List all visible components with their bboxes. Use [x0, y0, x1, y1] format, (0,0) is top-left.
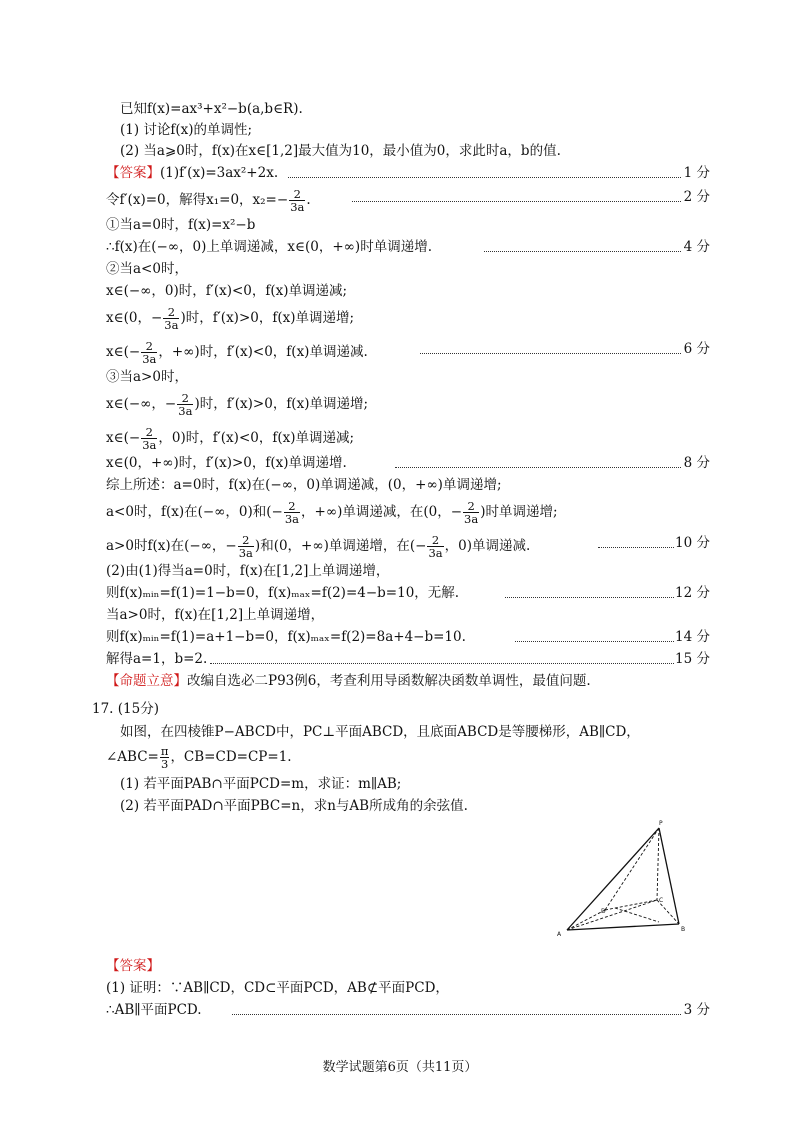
edge-PD — [605, 828, 659, 910]
score-14: 14 分 — [675, 629, 710, 645]
q17-stem-2: ∠ABC= $\frac{\pi}{3}$ ，CB=CD=CP=1. — [106, 744, 292, 771]
answer-line-10: x∈(−∞，− $\frac{2}{3a}$ )时，f′(x)>0，f(x)单调递增; — [106, 391, 369, 418]
label-D: D — [601, 908, 606, 915]
score-3: 3 分 — [683, 1002, 710, 1018]
label-C: C — [659, 897, 664, 904]
dot-leader — [420, 353, 681, 354]
q17-part1: (1) 若平面PAB∩平面PCD=m，求证：m∥AB; — [120, 776, 402, 792]
score-15: 15 分 — [675, 651, 710, 667]
dot-leader — [484, 251, 681, 252]
dot-leader — [352, 201, 681, 202]
score-6: 6 分 — [683, 341, 710, 357]
fraction: $\frac{2}{3a}$ — [142, 425, 157, 452]
dot-leader — [288, 177, 681, 178]
q17-answer-2: ∴AB∥平面PCD. — [106, 1002, 202, 1018]
score-8: 8 分 — [683, 455, 710, 471]
q17-header: 17. (15分) — [92, 701, 159, 717]
page-footer: 数学试题第6页（共11页） — [322, 1060, 478, 1075]
score-1: 1 分 — [683, 165, 710, 181]
answer-tag: 【答案】 — [106, 165, 160, 181]
answer-line-3: ①当a=0时，f(x)=x²−b — [106, 217, 256, 233]
q16-part1: (1) 讨论f(x)的单调性; — [120, 122, 253, 138]
fraction: $\frac{\pi}{3}$ — [160, 744, 169, 771]
answer-line-1 — [106, 164, 278, 182]
intent-text: 改编自选必二P93例6，考查利用导函数解决函数单调性，最值问题. — [187, 673, 591, 689]
answer-line-13: 综上所述：a=0时，f(x)在(−∞，0)单调递减，(0，+∞)单调递增; — [106, 477, 502, 493]
edge-PC — [657, 828, 659, 900]
answer-line-15: a>0时f(x)在(−∞，− $\frac{2}{3a}$ )和(0，+∞)单调递增，在(− $\frac{2}{3a}$ ，0)单调递减. — [106, 533, 531, 560]
answer-line-9: ③当a>0时， — [106, 369, 188, 385]
answer-line-5: ②当a<0时， — [106, 261, 188, 277]
answer-line-11: x∈(− $\frac{2}{3a}$ ，0)时，f′(x)<0，f(x)单调递减; — [106, 425, 355, 452]
answer-line-8: x∈(− $\frac{2}{3a}$ ，+∞)时，f′(x)<0，f(x)单调递减. — [106, 339, 368, 366]
answer-line-18: 当a>0时，f(x)在[1,2]上单调递增， — [106, 607, 325, 623]
fraction: $\frac{2}{3a}$ — [464, 499, 479, 526]
q16-part2: (2) 当a⩾0时，f(x)在x∈[1,2]最大值为10，最小值为0，求此时a，b的值. — [120, 143, 561, 159]
score-4: 4 分 — [683, 239, 710, 255]
answer-line-14: a<0时，f(x)在(−∞，0)和(− $\frac{2}{3a}$ ，+∞)单调递减，在(0，− $\frac{2}{3a}$ )时单调递增; — [106, 499, 558, 526]
dot-leader — [515, 641, 674, 642]
dot-leader — [598, 547, 674, 548]
fraction: $\frac{2}{3a}$ — [284, 499, 300, 526]
fraction: $\frac{2}{3a}$ — [142, 339, 157, 366]
label-A: A — [557, 931, 562, 938]
score-10: 10 分 — [675, 535, 710, 551]
fraction: $\frac{2}{3a}$ — [428, 533, 443, 560]
intent-tag: 【命题立意】 — [106, 673, 187, 689]
score-12: 12 分 — [675, 585, 710, 601]
q17-stem-1: 如图，在四棱锥P−ABCD中，PC⊥平面ABCD，且底面ABCD是等腰梯形，AB∥CD， — [120, 724, 640, 740]
answer-line-6: x∈(−∞，0)时，f′(x)<0，f(x)单调递减; — [106, 283, 348, 299]
dot-leader — [505, 597, 674, 598]
fraction: $\frac{2}{3a}$ — [178, 391, 193, 418]
q17-part2: (2) 若平面PAD∩平面PBC=n，求n与AB所成角的余弦值. — [120, 798, 468, 814]
fraction: $\frac{2}{3a}$ — [290, 187, 305, 214]
edge-AB — [567, 924, 679, 930]
score-2: 2 分 — [683, 189, 710, 205]
answer-line-2: 令f′(x)=0，解得x₁=0，x₂=− $\frac{2}{3a}$ . — [106, 187, 311, 214]
q16-stem: 已知f(x)=ax³+x²−b(a,b∈R). — [120, 101, 303, 117]
answer-line-12: x∈(0，+∞)时，f′(x)>0，f(x)单调递增. — [106, 455, 347, 471]
edge-PB — [659, 828, 679, 924]
edge-PA — [567, 828, 659, 930]
edge-AD — [567, 910, 605, 930]
label-P: P — [659, 820, 663, 827]
answer-line-16: (2)由(1)得当a=0时，f(x)在[1,2]上单调递增， — [106, 563, 390, 579]
aux-line — [615, 908, 659, 922]
dot-leader — [395, 467, 681, 468]
dot-leader — [232, 1014, 681, 1015]
q17-answer-tag: 【答案】 — [106, 958, 160, 974]
answer-line-19: 则f(x)ₘᵢₙ=f(1)=a+1−b=0，f(x)ₘₐₓ=f(2)=8a+4−b=10. — [106, 629, 466, 645]
answer-line-17: 则f(x)ₘᵢₙ=f(1)=1−b=0，f(x)ₘₐₓ=f(2)=4−b=10，无解. — [106, 585, 460, 601]
answer-line-20: 解得a=1，b=2. — [106, 651, 208, 667]
fraction: $\frac{2}{3a}$ — [164, 305, 179, 332]
answer-line-7: x∈(0，− $\frac{2}{3a}$ )时，f′(x)>0，f(x)单调递增; — [106, 305, 355, 332]
derivative-text: (1)f′(x)=3ax²+2x. — [160, 165, 279, 181]
fraction: $\frac{2}{3a}$ — [238, 533, 253, 560]
label-B: B — [681, 926, 686, 933]
pyramid-figure — [555, 818, 695, 940]
answer-line-4: ∴f(x)在(−∞，0)上单调递减，x∈(0，+∞)时单调递增. — [106, 239, 432, 255]
dot-leader — [210, 663, 674, 664]
intent-line — [106, 672, 591, 690]
q17-answer-1: (1) 证明：∵AB∥CD，CD⊂平面PCD，AB⊄平面PCD， — [106, 980, 449, 996]
